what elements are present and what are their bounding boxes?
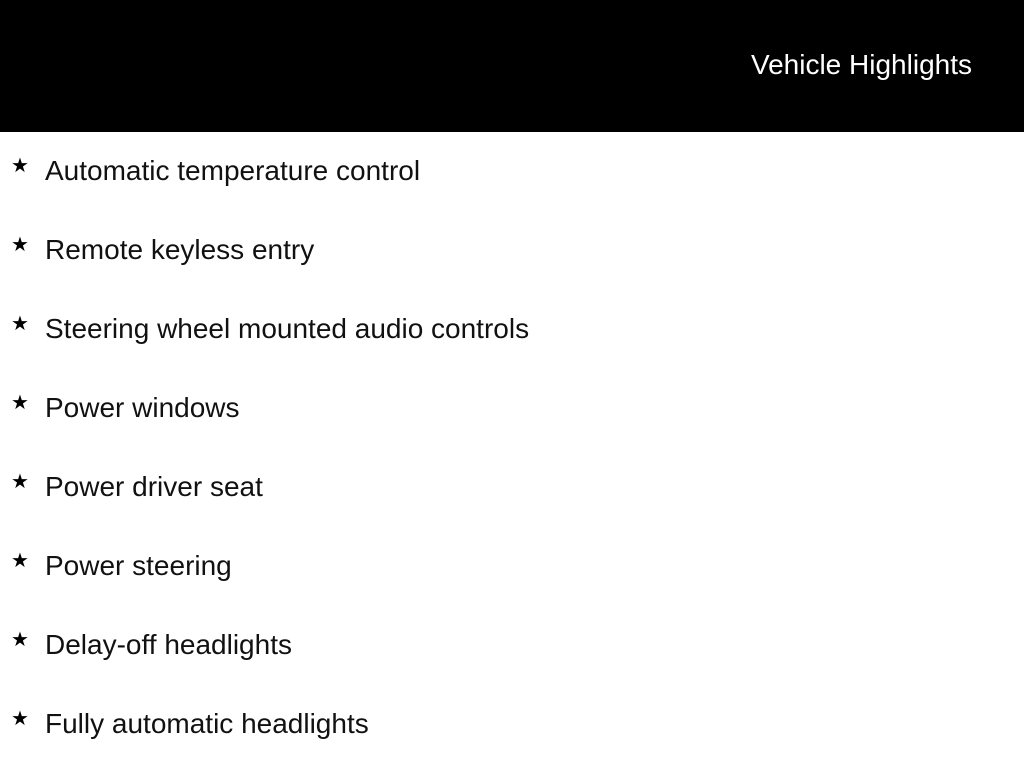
list-item: [0, 685, 1024, 764]
feature-label: Delay-off headlights: [45, 629, 292, 660]
list-item: [0, 369, 1024, 448]
feature-label: Fully automatic headlights: [45, 708, 369, 739]
feature-list: [0, 132, 1024, 764]
feature-label: Automatic temperature control: [45, 155, 421, 186]
star-icon: ★: [11, 629, 29, 651]
feature-label: Power driver seat: [45, 471, 263, 502]
page-header: [0, 0, 1024, 132]
star-icon: ★: [11, 234, 29, 256]
list-item: [0, 527, 1024, 606]
list-item: [0, 211, 1024, 290]
feature-label: Power steering: [45, 550, 232, 581]
feature-label: Steering wheel mounted audio controls: [45, 313, 530, 344]
list-item: [0, 290, 1024, 369]
feature-label: Remote keyless entry: [45, 234, 315, 265]
star-icon: ★: [11, 313, 29, 335]
star-icon: ★: [11, 550, 29, 572]
list-item: [0, 132, 1024, 211]
star-icon: ★: [11, 392, 29, 414]
star-icon: ★: [11, 471, 29, 493]
star-icon: ★: [11, 708, 29, 730]
list-item: [0, 448, 1024, 527]
page-title: Vehicle Highlights: [750, 49, 972, 80]
list-item: [0, 606, 1024, 685]
feature-label: Power windows: [45, 392, 240, 423]
star-icon: ★: [11, 155, 29, 177]
